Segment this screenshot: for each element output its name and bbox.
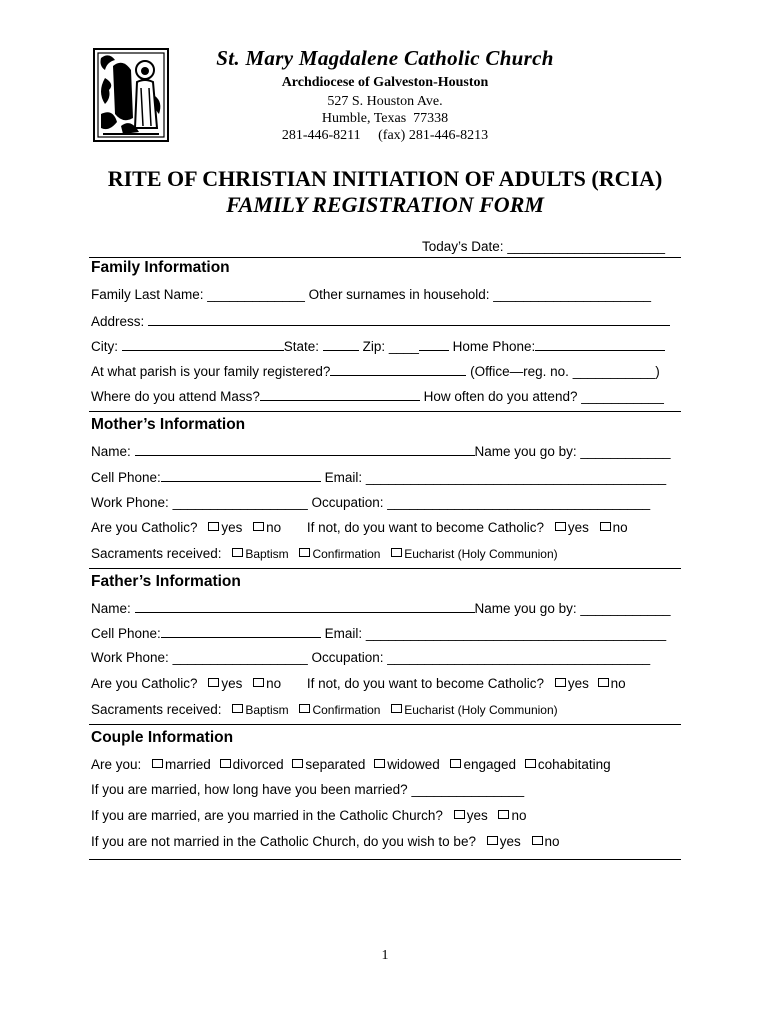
engaged-label: engaged: [463, 757, 517, 772]
father-catholic-yes-checkbox[interactable]: [208, 678, 219, 687]
mother-confirmation-label: Confirmation: [312, 547, 381, 561]
father-catholic-no-checkbox[interactable]: [253, 678, 264, 687]
divider: [89, 257, 681, 258]
father-occupation-label: Occupation:: [311, 650, 384, 665]
mass-label: Where do you attend Mass?: [91, 389, 260, 404]
home-phone-label: Home Phone:: [452, 339, 536, 354]
zip-label: Zip:: [362, 339, 386, 354]
todays-date-row: [422, 239, 665, 254]
wish-married-yes-checkbox[interactable]: [487, 836, 498, 845]
engaged-checkbox[interactable]: [450, 759, 461, 768]
mother-name-row: [91, 443, 670, 459]
father-confirmation-label: Confirmation: [312, 703, 381, 717]
father-become-label: If not, do you want to become Catholic?: [306, 676, 545, 691]
wish-married-row: [91, 834, 560, 849]
form-subtitle: FAMILY REGISTRATION FORM: [226, 192, 544, 217]
mother-occupation-field[interactable]: ___________________________________: [387, 495, 651, 510]
mother-catholic-yes-checkbox[interactable]: [208, 522, 219, 531]
city-row: [91, 338, 665, 354]
father-go-by-label: Name you go by:: [474, 601, 577, 616]
street-address: 527 S. Houston Ave.: [327, 94, 443, 109]
father-cell-field[interactable]: [161, 625, 321, 638]
office-reg-field[interactable]: ___________): [572, 364, 660, 379]
father-become-yes-label: yes: [567, 676, 589, 691]
father-catholic-no-label: no: [266, 676, 282, 691]
zip-field-extension[interactable]: [419, 338, 449, 351]
father-name-label: Name:: [91, 601, 131, 616]
city-field[interactable]: [122, 338, 284, 351]
divider: [89, 859, 681, 860]
father-baptism-checkbox[interactable]: [232, 704, 243, 713]
mother-catholic-label: Are you Catholic?: [91, 520, 198, 535]
mother-catholic-no-label: no: [266, 520, 282, 535]
zip-field[interactable]: ____: [388, 339, 419, 354]
mother-heading: Mother’s Information: [91, 416, 246, 433]
mother-occupation-label: Occupation:: [311, 495, 384, 510]
wish-married-no-label: no: [544, 834, 560, 849]
other-surnames-field[interactable]: _____________________: [493, 287, 651, 302]
mass-field[interactable]: [260, 388, 420, 401]
mother-cell-row: [91, 469, 666, 485]
family-last-name-row: [91, 287, 651, 302]
married-in-church-no-checkbox[interactable]: [498, 810, 509, 819]
family-last-name-label: Family Last Name:: [91, 287, 204, 302]
mother-become-label: If not, do you want to become Catholic?: [306, 520, 545, 535]
archdiocese: Archdiocese of Galveston-Houston: [281, 75, 489, 90]
widowed-label: widowed: [387, 757, 440, 772]
mother-catholic-yes-label: yes: [221, 520, 243, 535]
father-email-label: Email:: [324, 626, 363, 641]
married-checkbox[interactable]: [152, 759, 163, 768]
wish-married-yes-label: yes: [499, 834, 521, 849]
wish-married-no-checkbox[interactable]: [532, 836, 543, 845]
cohabitating-label: cohabitating: [537, 757, 611, 772]
father-catholic-row: [91, 676, 626, 691]
father-cell-label: Cell Phone:: [91, 626, 161, 641]
divider: [89, 411, 681, 412]
father-go-by-field[interactable]: ____________: [580, 601, 671, 616]
how-long-row: [91, 782, 524, 797]
father-heading: Father’s Information: [91, 573, 241, 590]
form-title: RITE OF CHRISTIAN INITIATION OF ADULTS (RCIA): [107, 166, 663, 191]
mother-name-field[interactable]: [135, 443, 475, 456]
mother-cell-label: Cell Phone:: [91, 470, 161, 485]
address-label: Address:: [91, 314, 145, 329]
mass-row: [91, 388, 664, 404]
mother-sacraments-row: [91, 546, 558, 561]
father-become-yes-checkbox[interactable]: [555, 678, 566, 687]
other-surnames-label: Other surnames in household:: [308, 287, 490, 302]
mother-email-label: Email:: [324, 470, 363, 485]
home-phone-field[interactable]: [535, 338, 665, 351]
father-confirmation-checkbox[interactable]: [299, 704, 310, 713]
state-label: State:: [283, 339, 320, 354]
church-name: St. Mary Magdalene Catholic Church: [216, 46, 554, 70]
mother-become-yes-checkbox[interactable]: [555, 522, 566, 531]
mother-sacraments-label: Sacraments received:: [91, 546, 222, 561]
how-long-label: If you are married, how long have you been married?: [91, 782, 408, 797]
father-work-field[interactable]: __________________: [172, 650, 308, 665]
parish-field[interactable]: [330, 363, 466, 376]
father-eucharist-label: Eucharist (Holy Communion): [404, 703, 558, 717]
married-in-church-yes-checkbox[interactable]: [454, 810, 465, 819]
mother-catholic-no-checkbox[interactable]: [253, 522, 264, 531]
married-in-church-yes-label: yes: [466, 808, 488, 823]
separated-checkbox[interactable]: [292, 759, 303, 768]
address-row: [91, 313, 670, 329]
mother-work-row: [91, 495, 650, 510]
church-logo: [93, 48, 169, 142]
father-name-row: [91, 600, 670, 616]
are-you-label: Are you:: [91, 757, 142, 772]
address-field[interactable]: [148, 313, 670, 326]
mother-go-by-label: Name you go by:: [474, 444, 577, 459]
parish-label: At what parish is your family registered?: [91, 364, 331, 379]
father-catholic-yes-label: yes: [221, 676, 243, 691]
father-catholic-label: Are you Catholic?: [91, 676, 198, 691]
todays-date-field[interactable]: _____________________: [507, 239, 665, 254]
todays-date-label: Today’s Date:: [422, 239, 504, 254]
married-in-church-label: If you are married, are you married in the Catholic Church?: [91, 808, 443, 823]
father-email-field[interactable]: ________________________________________: [365, 626, 667, 641]
mother-eucharist-label: Eucharist (Holy Communion): [404, 547, 558, 561]
illuminated-letter-saint-icon: [93, 48, 169, 142]
cohabitating-checkbox[interactable]: [525, 759, 536, 768]
married-label: married: [165, 757, 211, 772]
divorced-label: divorced: [232, 757, 284, 772]
couple-heading: Couple Information: [91, 729, 234, 746]
city-state-zip: Humble, Texas 77338: [321, 111, 449, 126]
wish-married-label: If you are not married in the Catholic Church, do you wish to be?: [91, 834, 476, 849]
family-last-name-field[interactable]: _____________: [207, 287, 305, 302]
mother-baptism-label: Baptism: [245, 547, 289, 561]
widowed-checkbox[interactable]: [374, 759, 385, 768]
father-work-row: [91, 650, 650, 665]
father-name-field[interactable]: [135, 600, 475, 613]
married-in-church-row: [91, 808, 527, 823]
father-become-no-label: no: [610, 676, 626, 691]
mother-become-no-label: no: [612, 520, 628, 535]
married-in-church-no-label: no: [511, 808, 527, 823]
father-eucharist-checkbox[interactable]: [391, 704, 402, 713]
how-often-label: How often do you attend?: [423, 389, 578, 404]
father-sacraments-row: [91, 702, 558, 717]
mother-eucharist-checkbox[interactable]: [391, 548, 402, 557]
mother-catholic-row: [91, 520, 628, 535]
mother-email-field[interactable]: ________________________________________: [365, 470, 667, 485]
mother-work-field[interactable]: __________________: [172, 495, 308, 510]
mother-work-label: Work Phone:: [91, 495, 169, 510]
marital-status-row: [91, 757, 611, 772]
father-become-no-checkbox[interactable]: [598, 678, 609, 687]
mother-baptism-checkbox[interactable]: [232, 548, 243, 557]
mother-become-no-checkbox[interactable]: [600, 522, 611, 531]
family-heading: Family Information: [91, 259, 230, 276]
father-occupation-field[interactable]: ___________________________________: [387, 650, 651, 665]
father-baptism-label: Baptism: [245, 703, 289, 717]
mother-become-yes-label: yes: [567, 520, 589, 535]
page-number: 1: [381, 948, 389, 963]
how-long-field[interactable]: _______________: [411, 782, 525, 797]
father-cell-row: [91, 625, 666, 641]
divider: [89, 568, 681, 569]
separated-label: separated: [305, 757, 366, 772]
phone-numbers: 281-446-8211 (fax) 281-446-8213: [281, 128, 489, 143]
parish-row: [91, 363, 660, 379]
mother-confirmation-checkbox[interactable]: [299, 548, 310, 557]
father-sacraments-label: Sacraments received:: [91, 702, 222, 717]
how-often-field[interactable]: ___________: [581, 389, 664, 404]
office-reg-label: (Office—reg. no.: [470, 364, 569, 379]
mother-name-label: Name:: [91, 444, 131, 459]
divorced-checkbox[interactable]: [220, 759, 231, 768]
mother-cell-field[interactable]: [161, 469, 321, 482]
mother-go-by-field[interactable]: ____________: [580, 444, 671, 459]
city-label: City:: [91, 339, 118, 354]
father-work-label: Work Phone:: [91, 650, 169, 665]
state-field[interactable]: [323, 338, 359, 351]
divider: [89, 724, 681, 725]
